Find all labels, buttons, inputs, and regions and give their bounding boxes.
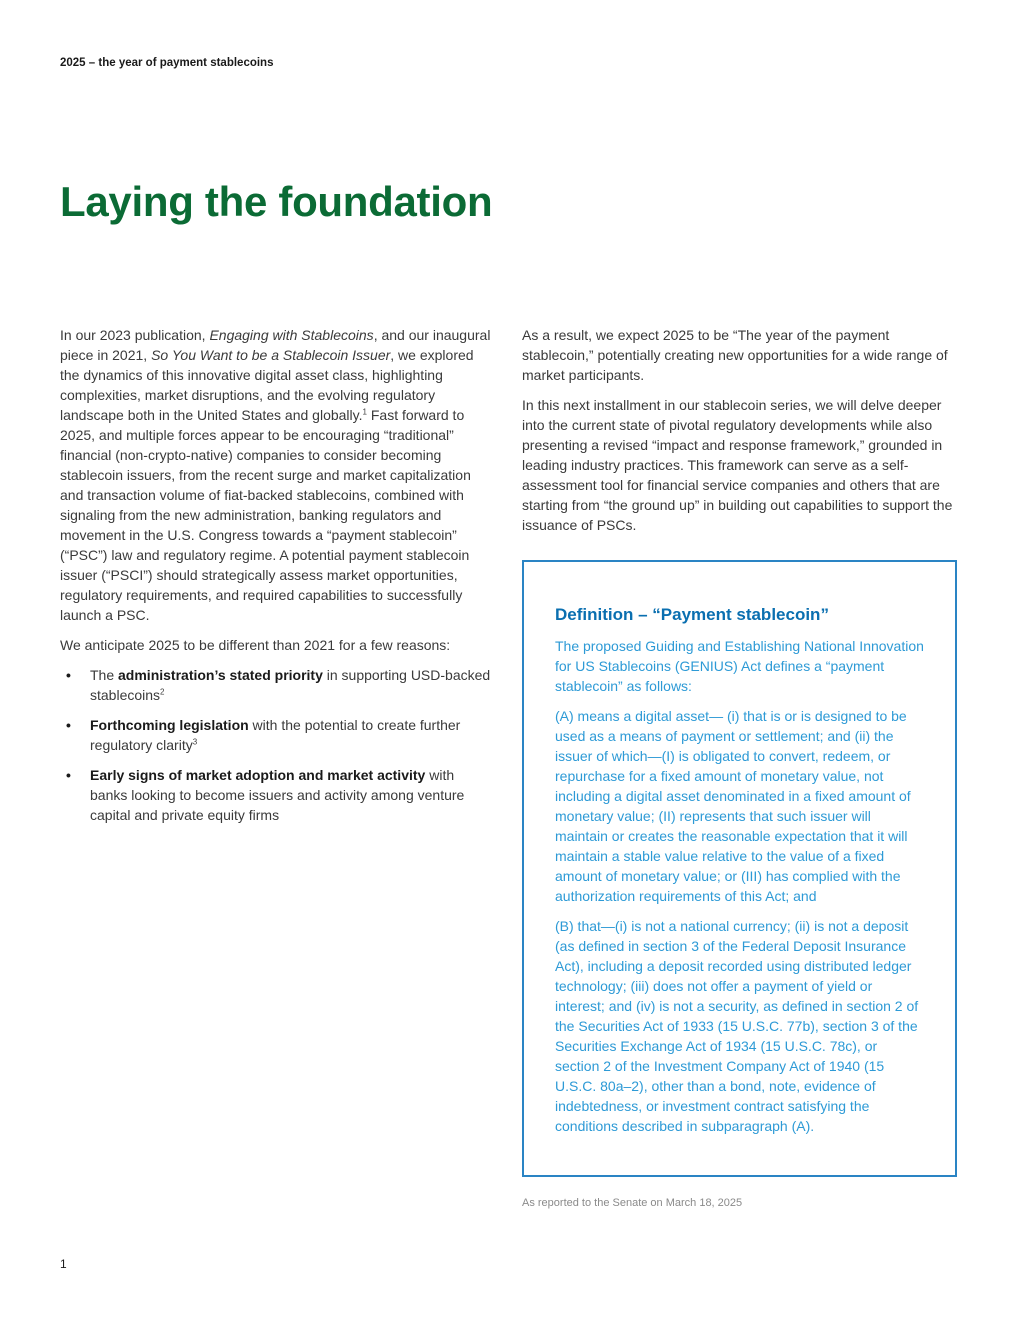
intro-text-2: , and our inaugural piece in 2021, [60, 327, 491, 363]
left-column [60, 325, 492, 835]
running-header: 2025 – the year of payment stablecoins [60, 57, 274, 69]
intro-text-4: Fast forward to 2025, and multiple forces appear to be encouraging “traditional” financial (non-crypto-native) companies to consider becoming stablecoin issuers, from the recent surge and market capitalization and transaction volume of fiat-backed stablecoins, combined with signaling from the new administration, banking regulators and movement in the U.S. Congress towards a “payment stablecoin” (“PSC”) law and regulatory regime. A potential payment stablecoin issuer (“PSCI”) should strategically assess market opportunities, regulatory requirements, and required capabilities to successfully launch a PSC. [60, 407, 471, 623]
series-paragraph: In this next installment in our stablecoin series, we will delve deeper into the current state of pivotal regulatory developments while also presenting a revised “impact and response framework,” grounded in leading industry practices. This framework can serve as a self-assessment tool for financial service companies and others that are starting from “the ground up” in building out capabilities to support the issuance of PSCs. [522, 397, 953, 533]
publication-title-2023: Engaging with Stablecoins [209, 327, 374, 343]
reason-rest: in supporting USD-backed stablecoins [90, 667, 491, 703]
reason-item-legislation [60, 715, 492, 755]
publication-title-2021: So You Want to be a Stablecoin Issuer [151, 347, 391, 363]
definition-title: Definition – “Payment stablecoin” [555, 605, 829, 624]
reason-bold: Early signs of market adoption and market activity [90, 767, 426, 783]
reason-rest: with banks looking to become issuers and activity among venture capital and private equity firms [90, 767, 465, 823]
bullet-icon: • [66, 767, 71, 783]
right-column [522, 325, 962, 545]
intro-text-3: , we explored the dynamics of this innovative digital asset class, highlighting complexities, market disruptions, and the evolving regulatory landscape both in the United States and globally. [60, 347, 474, 423]
definition-box [522, 560, 957, 1177]
intro-text-1: In our 2023 publication, [60, 327, 210, 343]
page-number: 1 [60, 1257, 67, 1271]
definition-part-b: (B) that—(i) is not a national currency; (ii) is not a deposit (as defined in section 3 of the Federal Deposit Insurance Act), including a deposit recorded using distributed ledger technology; (iii) does not offer a payment of yield or interest; and (iv) is not a security, as defined in section 2 of the Securities Act of 1933 (15 U.S.C. 77b), section 3 of the Securities Exchange Act of 1934 (15 U.S.C. 78c), or section 2 of the Investment Company Act of 1940 (15 U.S.C. 80a–2), other than a bond, note, evidence of indebtedness, or investment contract satisfying the conditions described in subparagraph (A). [555, 918, 919, 1134]
page-title: Laying the foundation [60, 178, 493, 225]
intro-paragraph [60, 325, 492, 625]
reason-bold: Forthcoming legislation [90, 717, 249, 733]
expectation-paragraph: As a result, we expect 2025 to be “The year of the payment stablecoin,” potentially creating new opportunities for a wide range of market participants. [522, 327, 948, 383]
reason-bold: administration’s stated priority [118, 667, 323, 683]
reasons-list [60, 665, 492, 825]
bullet-icon: • [66, 717, 71, 733]
reason-item-priority [60, 665, 492, 705]
footnote-ref-3[interactable]: 3 [192, 737, 198, 747]
definition-intro: The proposed Guiding and Establishing National Innovation for US Stablecoins (GENIUS) Act defines a “payment stablecoin” as follows: [555, 638, 924, 694]
reason-item-adoption [60, 765, 492, 825]
source-footnote: As reported to the Senate on March 18, 2025 [522, 1197, 743, 1209]
footnote-ref-2[interactable]: 2 [160, 687, 165, 697]
reason-rest: with the potential to create further regulatory clarity [90, 717, 461, 753]
reasons-lead-paragraph: We anticipate 2025 to be different than 2021 for a few reasons: [60, 637, 451, 653]
bullet-icon: • [66, 667, 71, 683]
definition-part-a: (A) means a digital asset— (i) that is or is designed to be used as a means of payment or settlement; and (ii) the issuer of which—(I) is obligated to convert, redeem, or repurchase for a fixed amount of monetary value, not including a digital asset denominated in a fixed amount of monetary value; (II) represents that such issuer will maintain or creates the reasonable expectation that it will maintain a stable value relative to the value of a fixed amount of monetary value; or (III) has complied with the authorization requirements of this Act; and [555, 708, 911, 904]
reason-pre: The [90, 667, 119, 683]
footnote-ref-1[interactable]: 1 [362, 407, 367, 417]
